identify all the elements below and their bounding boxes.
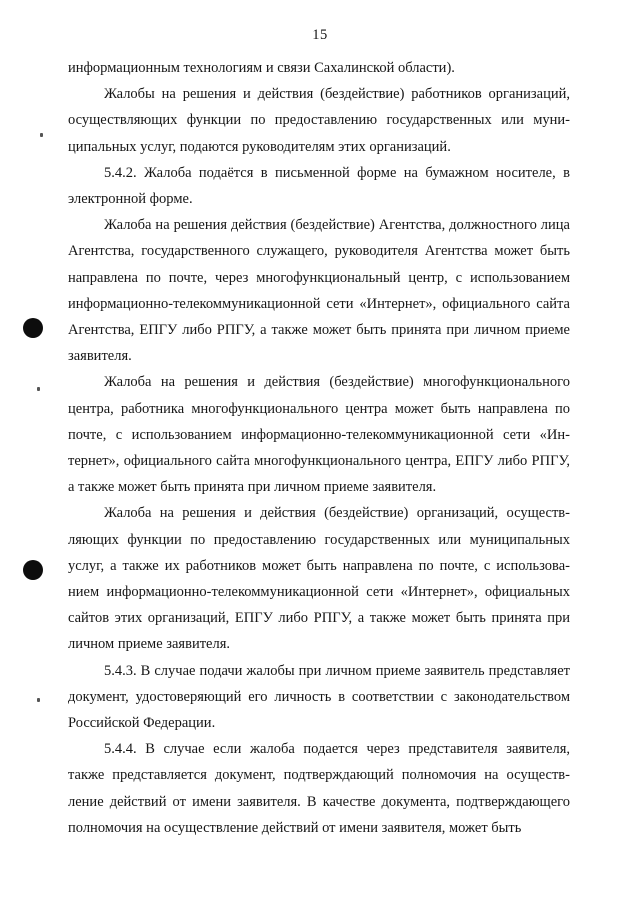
paragraph-complaint-organizations-channels: Жалоба на решения и действия (бездействие) организаций, осуществляющих функции по предоставлению государственных или муниципальных услуг, а также их работников может быть направлена по почте, с использованием информационно-телекоммуникационной сети «Интернет», официальных сайтов этих организаций, ЕПГУ либо РПГУ, а также может быть принята при личном приеме заявителя. <box>68 505 570 653</box>
document-body <box>68 55 570 841</box>
paragraph-continuation: информационным технологиям и связи Сахалинской области). <box>68 60 455 76</box>
paragraph-5-4-3: 5.4.3. В случае подачи жалобы при личном приеме заявитель представляет документ, удостоверяющий его личность в соответствии с законодательством Российской Федерации. <box>68 662 570 732</box>
punch-hole <box>23 560 43 580</box>
scan-speck <box>40 133 43 137</box>
page-number: 15 <box>312 27 328 43</box>
scan-speck <box>37 698 40 702</box>
punch-hole <box>23 318 43 338</box>
paragraph-complaint-mfc: Жалоба на решения и действия (бездействие) многофункционального центра, работника многофункционального центра может быть направлена по почте, с использованием информационно-телекоммуникационной сети «Интернет», официального сайта многофункционального центра, ЕПГУ либо РПГУ, а также может быть принята при личном приеме заявителя. <box>68 374 570 496</box>
scan-speck <box>37 387 40 391</box>
paragraph-5-4-4: 5.4.4. В случае если жалоба подается через представителя заявителя, также представляется документ, подтверждающий полномочия на осуществление действий от имени заявителя. В качестве документа, подтверждающего полномочия на осуществление действий от имени заявителя, может быть <box>68 741 570 836</box>
paragraph-complaints-organizations: Жалобы на решения и действия (бездействие) работников организаций, осуществляющих функции по предоставлению государственных или муниципальных услуг, подаются руководителям этих организаций. <box>68 86 570 155</box>
paragraph-5-4-2: 5.4.2. Жалоба подаётся в письменной форме на бумажном носителе, в электронной форме. <box>68 164 570 208</box>
paragraph-complaint-agency: Жалоба на решения действия (бездействие) Агентства, должностного лица Агентства, государственного служащего, руководителя Агентства может быть направлена по почте, через многофункциональный центр, с использованием информационно-телекоммуникационной сети «Интернет», официального сайта Агентства, ЕПГУ либо РПГУ, а также может быть принята при личном приеме заявителя. <box>68 217 570 365</box>
